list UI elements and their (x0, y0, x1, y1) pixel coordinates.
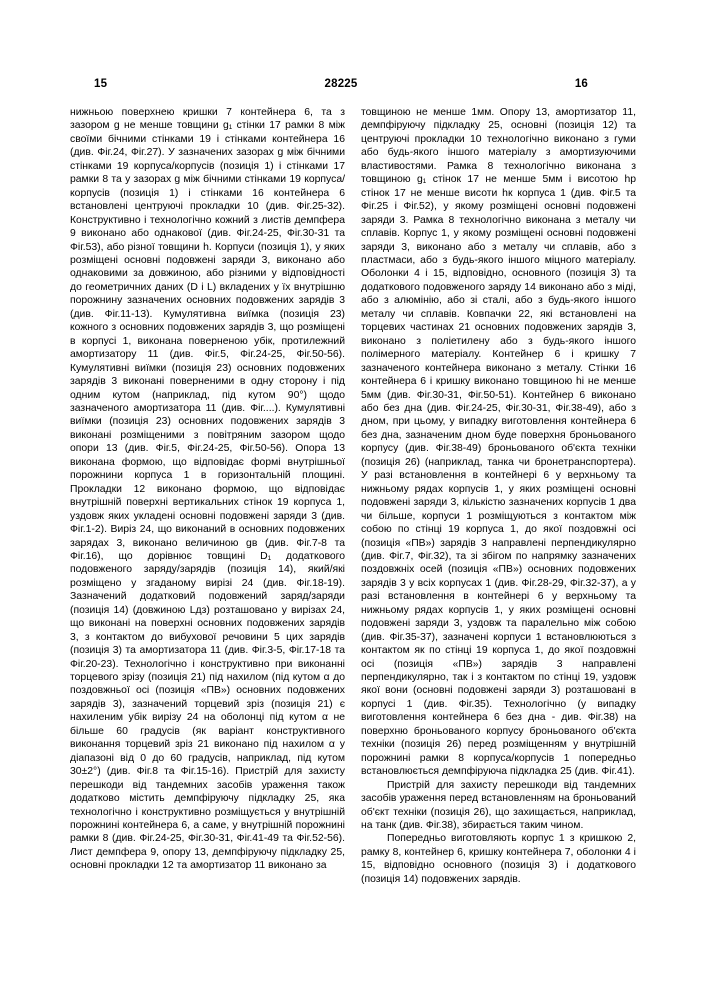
paragraph: Попередньо виготовляють корпус 1 з кришкою 2, рамку 8, контейнер 6, кришку контейнера 7, оболонки 4 і 15, відповідно основного (позиція 3) і додаткового (позиція 14) подовжених зарядів. (361, 833, 636, 885)
paragraph: Пристрій для захисту перешкоди від тандемних засобів ураження перед встановленням на броньований об'єкт техніки (позиція 26), що захищається, наприклад, на танк (див. Фіг.38), збирається таким чином. (361, 779, 636, 832)
paragraph: товщиною не менше 1мм. Опору 13, амортизатор 11, демпфіруючу підкладку 25, основні (позиція 12) та центруючі прокладки 10 технологічно виконано з гуми або будь-якого іншого матеріалу з амортизуючими властивостями. Рамка 8 технологічно виконана з товщиною g₁ стінок 17 не менше 5мм і висотою hр стінок 17 не менше висоти hк корпуса 1 (див. Фіг.5 та Фіг.25 і Фіг.52), у якому розміщені основні подовжені заряди 3. Рамка 8 технологічно виконана з металу чи сплавів. Корпус 1, у якому розміщені основні подовжені заряди 3, виконано або з металу чи сплавів, або з пластмаси, або з будь-якого іншого міцного матеріалу. Оболонки 4 і 15, відповідно, основного (позиція 3) та додаткового подовженого заряду 14 виконано або з міді, або з алюмінію, або зі сталі, або з будь-якого іншого металу чи сплавів. Ковпачки 22, які встановлені на торцевих частинах 21 основних подовжених зарядів 3, виконано з поліетилену або з будь-якого іншого полімерного матеріалу. Контейнер 6 і кришку 7 зазначеного контейнера виконано з металу. Стінки 16 контейнера 6 і кришку виконано товщиною hі не менше 5мм (див. Фіг.30-31, Фіг.50-51). Контейнер 6 виконано або без дна (див. Фіг.24-25, Фіг.30-31, Фіг.38-49), або з дном, при цьому, у випадку виготовлення контейнера 6 без дна, зазначеним дном буде поверхня броньованого корпусу (див. Фіг.38-49) броньованого об'єкта техніки (позиція 26) (наприклад, танка чи бронетранспортера). У разі встановлення в контейнері 6 у верхньому та нижньому рядах корпусів 1, у яких розміщені основні подовжені заряди 3, кількістю зазначених корпусів 1 два чи більше, корпуси 1 розміщуються з контактом між собою по стінці 19 корпуса 1, до якої поздовжні осі (позиція «ПВ») зарядів 3 направлені перпендикулярно (див. Фіг.7, Фіг.32), та зі збігом по напрямку зазначених поздовжніх осей (позиція «ПВ») основних подовжених зарядів 3 у всіх корпусах 1 (див. Фіг.28-29, Фіг.32-37), а у разі встановлення в контейнері 6 у верхньому та нижньому рядах корпусів 1, у яких розміщені основні подовжені заряди 3, уздовж та паралельно між собою (див. Фіг.35-37), зазначені корпуси 1 встановлюються з контактом як по стінці 19 корпуса 1, до якої поздовжні осі (позиція «ПВ») зарядів 3 направлені перпендикулярно, так і з контактом по стінці 19, уздовж якої вони (основні подовжені заряди 3) розташовані в корпусі 1 (див. Фіг.35). Технологічно (у випадку виготовлення контейнера 6 без дна - див. Фіг.38) на поверхню броньованого корпусу броньованого об'єкта техніки (позиція 26) перед розміщенням у внутрішній порожнині рамки 8 корпуса/корпусів 1 попередньо встановлюється демпфіруюча підкладка 25 (див. Фіг.41). (361, 107, 636, 778)
paragraph: нижньою поверхнею кришки 7 контейнера 6, та з зазором g не менше товщини g₁ стінки 17 рамки 8 між своїми бічними стінками 19 і стінками контейнера 16 (див. Фіг.24, Фіг.27). У зазначених зазорах g між бічними стінками 19 корпуса/корпусів (позиція 1) і стінками 17 рамки 8 та у зазорах g між бічними стінками 19 корпуса/корпусів (позиція 1) і стінками 16 контейнера 6 встановлені центруючі прокладки 10 (див. Фіг.25-32). Конструктивно і технологічно кожний з листів демпфера 9 виконано або однакової (див. Фіг.24-25, Фіг.30-31 та Фіг.53), або різної товщини h. Корпуси (позиція 1), у яких розміщені основні подовжені заряди 3, виконано або однаковими за довжиною, або різними у відповідності до геометричних даних (D і L) вкладених у їх внутрішню порожнину зазначених основних подовжених зарядів 3 (див. Фіг.11-13). Кумулятивна виїмка (позиція 23) кожного з основних подовжених зарядів 3, що розміщені в корпусі 1, виконана поверненою убік, протилежний амортизатору 11 (див. Фіг.5, Фіг.24-25, Фіг.50-56). Кумулятивні виїмки (позиція 23) основних подовжених зарядів 3 виконані поверненими в одну сторону і під одним кутом (наприклад, під кутом 90°) щодо зазначеного амортизатора 11 (див. Фіг....). Кумулятивні виїмки (позиція 23) основних подовжених зарядів 3 виконані розміщеними з повітряним зазором щодо опори 13 (див. Фіг.5, Фіг.24-25, Фіг.50-56). Опора 13 виконана формою, що відповідає формі внутрішньої порожнини корпуса 1 в горизонтальній площині. Прокладки 12 виконано формою, що відповідає внутрішній поверхні вертикальних стінок 19 корпуса 1, уздовж яких укладені основні подовжені заряди 3 (див. Фіг.1-2). Виріз 24, що виконаний в основних подовжених зарядах 3, виконано величиною gв (див. Фіг.7-8 та Фіг.16), що дорівнює товщині D₁ додаткового подовженого заряду/зарядів (позиція 14), який/які розміщено у згаданому вирізі 24 (див. Фіг.18-19). Зазначений додатковий подовжений заряд/заряди (позиція 14) (довжиною Lдз) розташовано у вирізах 24, що виконані на поверхні основних подовжених зарядів 3, з контактом до вибухової речовини 5 цих зарядів (позиція 3) та амортизатора 11 (див. Фіг.3-5, Фіг.17-18 та Фіг.20-23). Технологічно і конструктивно при виконанні торцевого зрізу (позиція 21) під нахилом (під кутом α до поздовжньої осі (позиція «ПВ») основних подовжених зарядів 3), зазначений торцевий зріз (позиція 21) є нахиленим убік вирізу 24 на оболонці під кутом α не більше 60 градусів (як варіант конструктивного виконання торцевий зріз 21 виконано під нахилом α у діапазоні від 0 до 60 градусів, наприклад, під кутом 30±2°) (див. Фіг.8 та Фіг.15-16). Пристрій для захисту перешкоди від тандемних засобів ураження також додатково містить демпфіруючу підкладку 25, яка технологічно і конструктивно розміщується у внутрішній порожнині контейнера 6, а саме, у внутрішній порожнині рамки 8 (див. Фіг.24-25, Фіг.30-31, Фіг.41-49 та Фіг.52-56). Лист демпфера 9, опору 13, демпфіруючу підкладку 25, основні прокладки 12 та амортизатор 11 виконано за (70, 107, 345, 872)
two-column-body (70, 106, 636, 886)
header-left-page-number: 15 (94, 78, 108, 90)
header-right-page-number: 16 (574, 78, 589, 90)
header-center-number: 28225 (324, 78, 358, 90)
page-header (70, 78, 636, 90)
left-column (70, 106, 345, 886)
right-column (361, 106, 636, 886)
